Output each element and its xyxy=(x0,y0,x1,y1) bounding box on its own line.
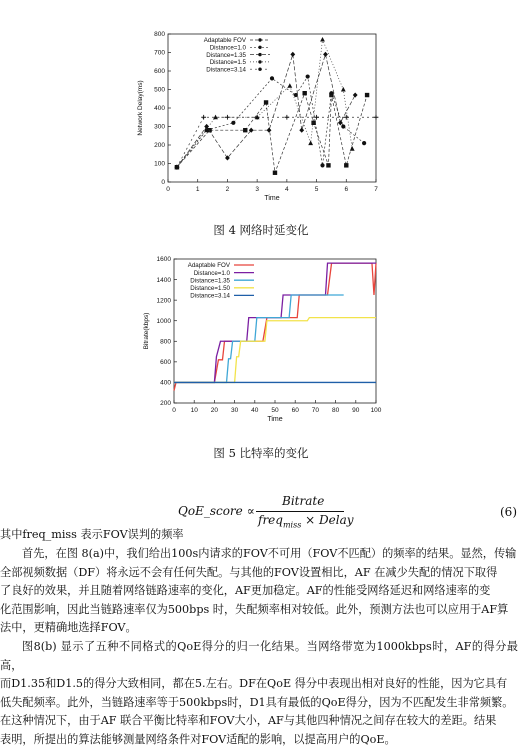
legend xyxy=(188,262,254,299)
legend-label: Distance=1.50 xyxy=(190,285,230,292)
x-tick-label: 0 xyxy=(166,186,170,193)
x-tick-label: 10 xyxy=(190,407,198,414)
y-tick-label: 1200 xyxy=(156,297,171,305)
x-axis-label: Time xyxy=(264,195,280,202)
data-point xyxy=(299,128,304,133)
figure-4-chart xyxy=(130,28,392,208)
y-axis-label: Network Delay(ms) xyxy=(137,80,144,136)
data-point xyxy=(341,124,345,128)
data-point xyxy=(243,128,247,132)
legend-marker xyxy=(258,60,261,63)
data-point xyxy=(290,52,295,57)
legend-label: Distance=1.0 xyxy=(193,269,230,277)
data-point xyxy=(273,171,277,175)
figure-4-caption: 图 4 网络时延变化 xyxy=(213,223,309,237)
data-point xyxy=(264,100,268,104)
series-1 xyxy=(175,74,366,169)
data-point xyxy=(344,163,348,167)
data-point xyxy=(320,163,324,167)
series-line xyxy=(174,292,344,382)
legend-marker xyxy=(258,53,261,56)
data-point xyxy=(225,115,230,120)
series-3 xyxy=(174,318,376,383)
data-point xyxy=(374,115,379,120)
data-point xyxy=(287,83,292,88)
x-tick-label: 7 xyxy=(374,186,378,193)
series-0 xyxy=(175,91,370,175)
data-point xyxy=(353,92,358,97)
legend-marker xyxy=(258,46,261,49)
legend-label: Distance=1.35 xyxy=(206,51,246,59)
p1-line: 化范围影响，因此当链路速率仅为500bps 时，失配频率相对较低。此外，预测方法也可以应用于AF算 xyxy=(0,602,509,616)
legend xyxy=(204,37,270,73)
data-point xyxy=(284,115,289,120)
p2-line: 而D1.35和D1.5的得分大致相同，都在5.左右。DF在QoE 得分中表现出相对良好的性能，因为它具有 xyxy=(0,677,508,691)
data-point xyxy=(311,121,315,125)
data-point xyxy=(365,93,369,97)
data-point xyxy=(231,121,235,125)
y-tick-label: 100 xyxy=(154,160,165,168)
data-point xyxy=(338,120,343,125)
y-tick-label: 600 xyxy=(154,68,165,76)
p1-line: 法中，更精确地选择FOV。 xyxy=(0,621,137,635)
equation-numerator: Bitrate xyxy=(282,494,325,508)
x-tick-label: 1 xyxy=(195,186,200,193)
den-tail: × Delay xyxy=(301,513,354,527)
series-line xyxy=(177,51,355,167)
x-tick-label: 30 xyxy=(230,407,239,414)
x-tick-label: 40 xyxy=(251,407,259,414)
y-tick-label: 0 xyxy=(161,179,165,187)
p2-line: 低失配频率。此外，当链路速率等于500kbps时，D1具有最低的QoE得分，因为不匹配发生非常频繁。 xyxy=(0,695,514,709)
data-point xyxy=(341,87,346,92)
y-axis-label: Bitrate(kbps) xyxy=(143,312,150,350)
y-tick-label: 400 xyxy=(160,379,171,387)
data-point xyxy=(320,37,325,42)
legend-label: Distance=1.0 xyxy=(209,44,246,52)
x-tick-label: 3 xyxy=(255,186,259,193)
x-tick-label: 60 xyxy=(291,407,299,414)
paragraph-2 xyxy=(0,638,518,750)
x-tick-label: 80 xyxy=(331,407,340,414)
y-tick-label: 200 xyxy=(160,400,171,408)
y-tick-label: 500 xyxy=(154,86,165,94)
x-tick-label: 70 xyxy=(311,407,320,414)
x-tick-label: 2 xyxy=(225,186,230,193)
y-tick-label: 300 xyxy=(154,123,165,131)
legend-marker xyxy=(258,68,261,71)
y-tick-label: 200 xyxy=(154,142,165,150)
line-definition xyxy=(0,526,518,545)
y-tick-label: 800 xyxy=(154,31,165,39)
data-point xyxy=(329,91,333,95)
figure-5-caption: 图 5 比特率的变化 xyxy=(213,446,309,460)
equation-number: (6) xyxy=(500,505,517,519)
den-sub: miss xyxy=(282,520,302,530)
x-tick-label: 0 xyxy=(172,407,176,414)
x-tick-label: 50 xyxy=(271,407,279,414)
x-tick-label: 20 xyxy=(210,407,219,414)
data-point xyxy=(323,52,328,57)
series-line xyxy=(174,318,376,383)
p2-line: 在这种情况下，由于AF 联合平衡比特率和FOV大小，AF与其他四种情况之间存在较大的差距。结果 xyxy=(0,714,497,728)
figure-5-chart xyxy=(128,250,390,432)
y-tick-label: 1400 xyxy=(156,276,171,284)
y-tick-label: 1600 xyxy=(156,256,171,264)
data-point xyxy=(326,163,330,167)
den-freq: freq xyxy=(258,513,283,527)
p2-line: 表明，所提出的算法能够测量网络条件对FOV适配的影响，以提高用户的QoE。 xyxy=(0,732,396,746)
equation-lhs: QoE_score ∝ xyxy=(178,504,255,518)
definition-text: 其中freq_miss 表示FOV误判的频率 xyxy=(0,528,184,541)
y-tick-label: 800 xyxy=(160,338,171,346)
data-point xyxy=(350,146,355,151)
x-tick-label: 5 xyxy=(314,186,319,193)
legend-label: Adaptable FOV xyxy=(187,262,230,270)
x-tick-label: 4 xyxy=(285,186,289,193)
series-line xyxy=(177,77,364,168)
y-tick-label: 700 xyxy=(154,49,165,57)
legend-label: Adaptable FOV xyxy=(203,37,246,45)
series-line xyxy=(177,93,367,173)
data-point xyxy=(270,76,274,80)
legend-marker xyxy=(258,38,261,41)
data-point xyxy=(267,128,272,133)
y-tick-label: 600 xyxy=(160,359,171,367)
data-point xyxy=(308,141,313,146)
legend-label: Distance=1.5 xyxy=(209,59,246,67)
y-tick-label: 1000 xyxy=(156,317,171,325)
fraction-bar xyxy=(256,511,344,512)
x-tick-label: 90 xyxy=(352,407,360,414)
p1-line: 首先，在图 8(a)中，我们给出100s内请求的FOV不可用（FOV不匹配）的频率的结果。显然，传输 xyxy=(22,547,517,560)
x-tick-label: 6 xyxy=(344,186,349,193)
data-point xyxy=(302,91,306,95)
paragraph-1 xyxy=(0,545,518,638)
x-axis-label: Time xyxy=(267,416,283,423)
y-tick-label: 400 xyxy=(154,105,165,113)
equation-6 xyxy=(178,494,354,530)
data-point xyxy=(201,115,206,120)
series-2 xyxy=(174,292,344,382)
data-point xyxy=(362,141,366,145)
p2-line: 图8(b) 显示了五种不同格式的QoE得分的归一化结果。当网络带宽为1000kbps时，AF的得分最高， xyxy=(0,640,518,672)
legend-label: Distance=3.14 xyxy=(190,292,230,300)
p1-line: 全部视频数据（DF）将永远不会有任何失配。与其他的FOV设置相比，AF 在减少失配的情况下取得 xyxy=(0,565,498,579)
data-point xyxy=(306,74,310,78)
legend-label: Distance=3.14 xyxy=(206,66,246,74)
legend-label: Distance=1.35 xyxy=(190,277,230,285)
p1-line: 了良好的效果，并且随着网络链路速率的变化，AF更加稳定。AF的性能受网络延迟和网络速率的变 xyxy=(0,584,491,598)
x-tick-label: 100 xyxy=(370,407,382,414)
